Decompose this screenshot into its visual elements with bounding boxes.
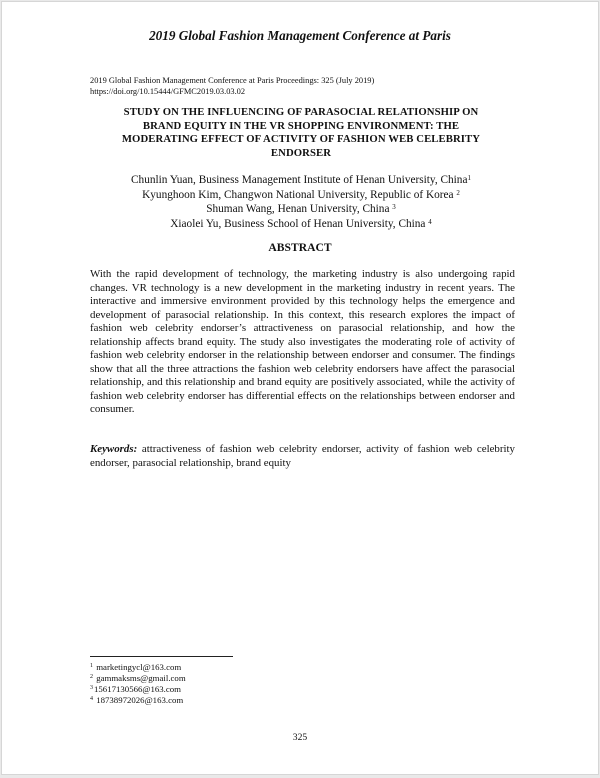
footnote-marker: 3 [392, 203, 396, 212]
footnote-email[interactable]: 15617130566@163.com [94, 684, 182, 694]
footnote-email[interactable]: marketingycl@163.com [94, 662, 182, 672]
footnote-mark: 2 [90, 674, 93, 680]
abstract-heading: ABSTRACT [268, 241, 332, 254]
author-line [88, 173, 514, 188]
page-number: 325 [292, 732, 308, 743]
footnote-marker: 1 [467, 174, 471, 182]
footnote-item [90, 695, 186, 706]
footnote-divider [90, 656, 233, 657]
author-list [88, 173, 514, 231]
footnotes [90, 662, 186, 706]
author-affiliation: Chunlin Yuan, Business Management Institute of Henan University, China [131, 174, 468, 186]
title-line: BRAND EQUITY IN THE VR SHOPPING ENVIRONMENT: THE [142, 119, 460, 132]
footnote-mark: 1 [90, 663, 93, 669]
footnote-item [90, 673, 186, 684]
title-line: MODERATING EFFECT OF ACTIVITY OF FASHION WEB CELEBRITY [121, 133, 481, 145]
footnote-mark: 3 [90, 685, 93, 691]
author-affiliation: Kyunghoon Kim, Changwon National University, Republic of Korea [142, 188, 457, 201]
title-line: STUDY ON THE INFLUENCING OF PARASOCIAL RELATIONSHIP ON [123, 106, 479, 118]
footnote-email[interactable]: gammaksms@gmail.com [94, 673, 186, 683]
footnote-email[interactable]: 18738972026@163.com [94, 695, 184, 705]
author-line [88, 217, 514, 232]
proceedings-info [90, 75, 374, 97]
title-line: ENDORSER [270, 146, 332, 159]
footnote-mark: 4 [90, 696, 93, 702]
abstract-body: With the rapid development of technology, the marketing industry is also undergoing rapid changes. VR technology is a new development in the marketing industry in recent years. The interactive and immersive environment provided by this technology helps the emergence and development of parasocial relationship. In this context, this research explores the impact of fashion web celebrity endorser’s attractiveness on parasocial relationship, and how the relationship affects brand equity. The study also investigates the moderating role of activity of fashion web celebrity endorser in the relationship between endorser and consumer. The findings show that all the three attractions the fashion web celebrity endorsers have affect the parasocial relationship, and this relationship and brand equity are positively associated, while the activity of fashion web celebrity endorser has differential effects on the relationships between endorser and consumer. [90, 268, 515, 415]
paper-title [88, 106, 514, 160]
proceedings-line: 2019 Global Fashion Management Conference at Paris Proceedings: 325 (July 2019) [90, 76, 375, 85]
footnote-item [90, 684, 186, 695]
author-line [88, 202, 514, 217]
author-line [88, 188, 514, 203]
author-affiliation: Xiaolei Yu, Business School of Henan University, China [170, 217, 429, 230]
doi-link[interactable]: https://doi.org/10.15444/GFMC2019.03.03.02 [90, 87, 246, 96]
footnote-item [90, 662, 186, 673]
keywords-paragraph [90, 443, 515, 470]
keywords-text: attractiveness of fashion web celebrity endorser, activity of fashion web celebrity endorser, parasocial relationship, brand equity [90, 443, 515, 469]
paper-page [2, 2, 598, 774]
keywords-label: Keywords: [90, 443, 138, 455]
footnote-marker: 2 [456, 188, 460, 197]
conference-header: 2019 Global Fashion Management Conference at Paris [149, 28, 451, 43]
footnote-marker: 4 [428, 217, 432, 226]
author-affiliation: Shuman Wang, Henan University, China [206, 203, 393, 216]
